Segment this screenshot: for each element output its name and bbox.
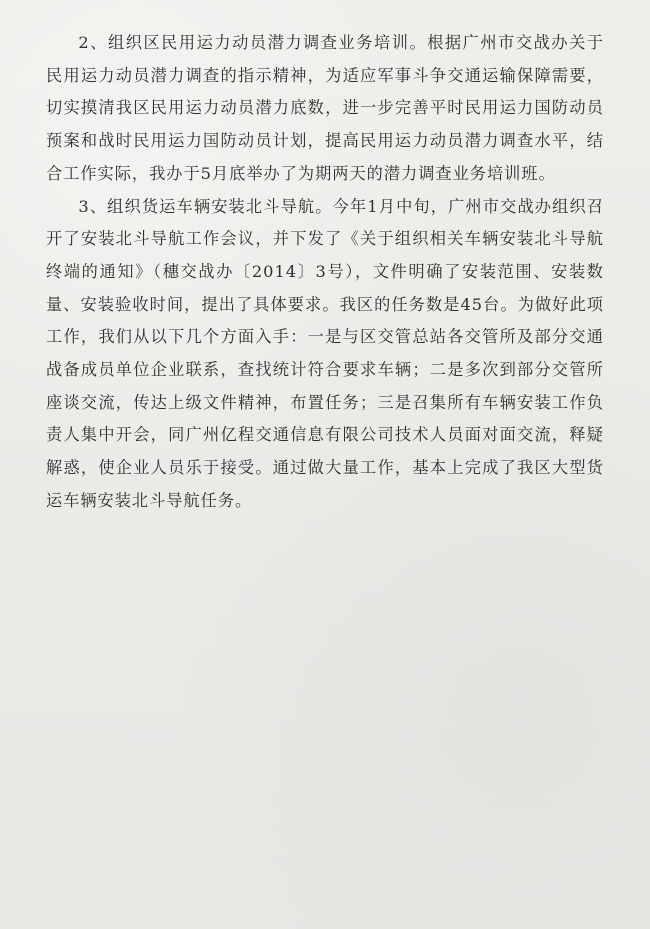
paragraph-training: 2、组织区民用运力动员潜力调查业务培训。根据广州市交战办关于民用运力动员潜力调查的指示精神，为适应军事斗争交通运输保障需要，切实摸清我区民用运力动员潜力底数，进一步完善平时民用运力国防动员预案和战时民用运力国防动员计划，提高民用运力动员潜力调查水平，结合工作实际，我办于5月底举办了为期两天的潜力调查业务培训班。 [46,33,604,183]
paragraph-beidou-navigation: 3、组织货运车辆安装北斗导航。今年1月中旬，广州市交战办组织召开了安装北斗导航工作会议，并下发了《关于组织相关车辆安装北斗导航终端的通知》（穗交战办〔2014〕3号），文件明确了安装范围、安装数量、安装验收时间，提出了具体要求。我区的任务数是45台。为做好此项工作，我们从以下几个方面入手：一是与区交管总站各交管所及部分交通战备成员单位企业联系，查找统计符合要求车辆；二是多次到部分交管所座谈交流，传达上级文件精神，布置任务；三是召集所有车辆安装工作负责人集中开会，同广州亿程交通信息有限公司技术人员面对面交流，释疑解惑，使企业人员乐于接受。通过做大量工作，基本上完成了我区大型货运车辆安装北斗导航任务。 [46,196,604,510]
document-body [46,27,604,518]
